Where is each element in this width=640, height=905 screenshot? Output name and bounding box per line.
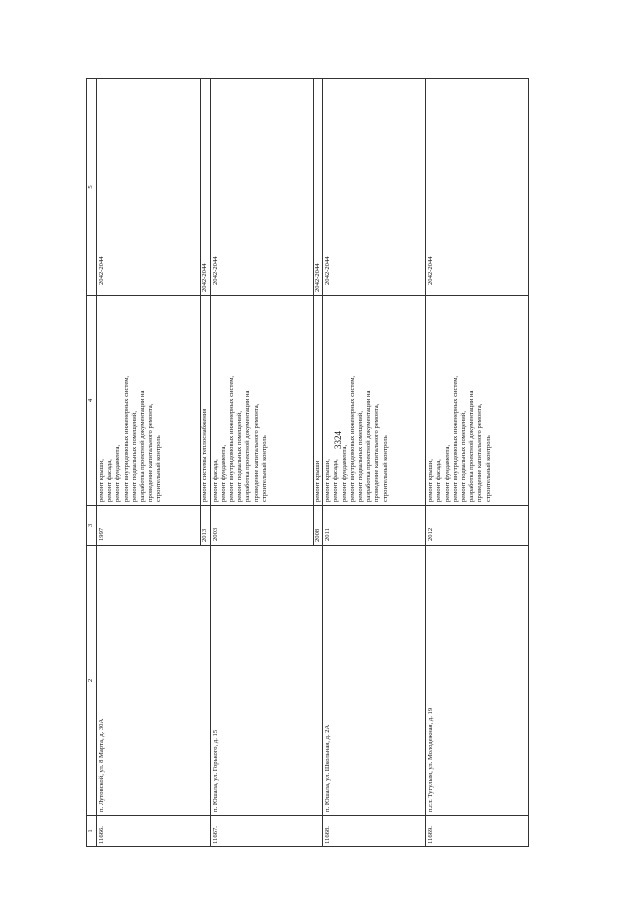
repair-work-item: проведение капитального ремонта, [252, 403, 260, 502]
repair-works [201, 296, 211, 506]
record-address: п. Лутовской, ул. 8 Марта, д. 30А [97, 546, 211, 816]
construction-year: 2011 [323, 506, 426, 546]
repair-work-item: ремонт фасада, [211, 459, 219, 502]
repair-work-item: ремонт фасада, [332, 459, 340, 502]
repair-work-item: ремонт фундамента, [114, 444, 122, 502]
header-cell-3: 3 [87, 506, 97, 546]
repair-work-item: строительный контроль [484, 435, 492, 502]
repair-work-item: ремонт подвальных помещений, [460, 411, 467, 502]
repair-work-item: ремонт внутридомовых инженерных систем, [228, 375, 235, 502]
record-address: п. Юшала, ул. Горького, д. 15 [210, 546, 323, 816]
header-row [87, 79, 97, 847]
record-address: п.г.т. Тугулым, ул. Молодежная, д. 19 [426, 546, 529, 816]
repair-work-item: разработка проектной документации на [365, 390, 373, 502]
record-address: п. Юшала, ул. Школьная, д. 2А [323, 546, 426, 816]
repair-work-item: ремонт внутридомовых инженерных систем, [451, 375, 459, 502]
repair-period: 2042-2044 [201, 79, 211, 296]
construction-year: 2008 [313, 506, 323, 546]
repair-work-item: строительный контроль [381, 435, 389, 502]
table-body [87, 79, 529, 847]
repair-work-item: ремонт фундамента, [219, 444, 227, 502]
repair-work-item: ремонт крыши [313, 460, 321, 502]
header-cell-1: 1 [87, 816, 97, 847]
repair-work-item: разработка проектной документации на [468, 390, 476, 502]
table-wrapper [86, 79, 518, 847]
record-number: 11668. [323, 816, 426, 847]
header-cell-2: 2 [87, 546, 97, 816]
repair-work-item: ремонт крыши, [427, 459, 435, 502]
repair-works [323, 296, 426, 506]
rotated-table-container [86, 79, 518, 847]
repair-schedule-table [86, 78, 529, 847]
repair-work-item: ремонт внутридомовых инженерных систем, [122, 375, 130, 502]
repair-work-item: разработка проектной документации на [139, 390, 147, 502]
table-row [210, 79, 313, 847]
repair-work-item: строительный контроль [260, 435, 268, 502]
repair-work-item: проведение капитального ремонта, [373, 403, 381, 502]
repair-work-item: строительный контроль [155, 435, 163, 502]
repair-work-item: ремонт фасада, [106, 459, 114, 502]
header-cell-5: 5 [87, 79, 97, 296]
page-number: 3324 [333, 431, 343, 449]
repair-work-item: ремонт крыши, [324, 459, 332, 502]
repair-works [210, 296, 313, 506]
repair-work-item: ремонт подвальных помещений, [357, 411, 364, 502]
construction-year: 2003 [210, 506, 313, 546]
header-cell-4: 4 [87, 296, 97, 506]
table-row [97, 79, 201, 847]
repair-period: 2042-2044 [210, 79, 313, 296]
record-number: 11667. [210, 816, 323, 847]
repair-works [313, 296, 323, 506]
construction-year: 2013 [201, 506, 211, 546]
record-number: 11669. [426, 816, 529, 847]
record-number: 11666. [97, 816, 211, 847]
repair-period: 2042-2044 [97, 79, 201, 296]
repair-work-item: ремонт крыши, [98, 459, 105, 502]
repair-work-item: ремонт внутридомовых инженерных систем, [348, 375, 356, 502]
table-row [426, 79, 529, 847]
repair-period: 2042-2044 [323, 79, 426, 296]
repair-work-item: разработка проектной документации на [244, 390, 252, 502]
repair-works [426, 296, 529, 506]
repair-period: 2042-2044 [313, 79, 323, 296]
construction-year: 2012 [426, 506, 529, 546]
table-row [323, 79, 426, 847]
repair-work-item: ремонт подвальных помещений, [130, 411, 138, 502]
repair-work-item: проведение капитального ремонта, [476, 403, 484, 502]
repair-work-item: ремонт фасада, [435, 459, 443, 502]
repair-works [97, 296, 201, 506]
repair-work-item: ремонт подвальных помещений, [236, 411, 244, 502]
repair-work-item: ремонт фундамента, [340, 444, 348, 502]
repair-period: 2042-2044 [426, 79, 529, 296]
repair-work-item: проведение капитального ремонта, [147, 403, 155, 502]
construction-year: 1997 [97, 506, 201, 546]
repair-work-item: ремонт фундамента, [443, 444, 451, 502]
repair-work-item: ремонт системы теплоснабжения [201, 408, 208, 502]
